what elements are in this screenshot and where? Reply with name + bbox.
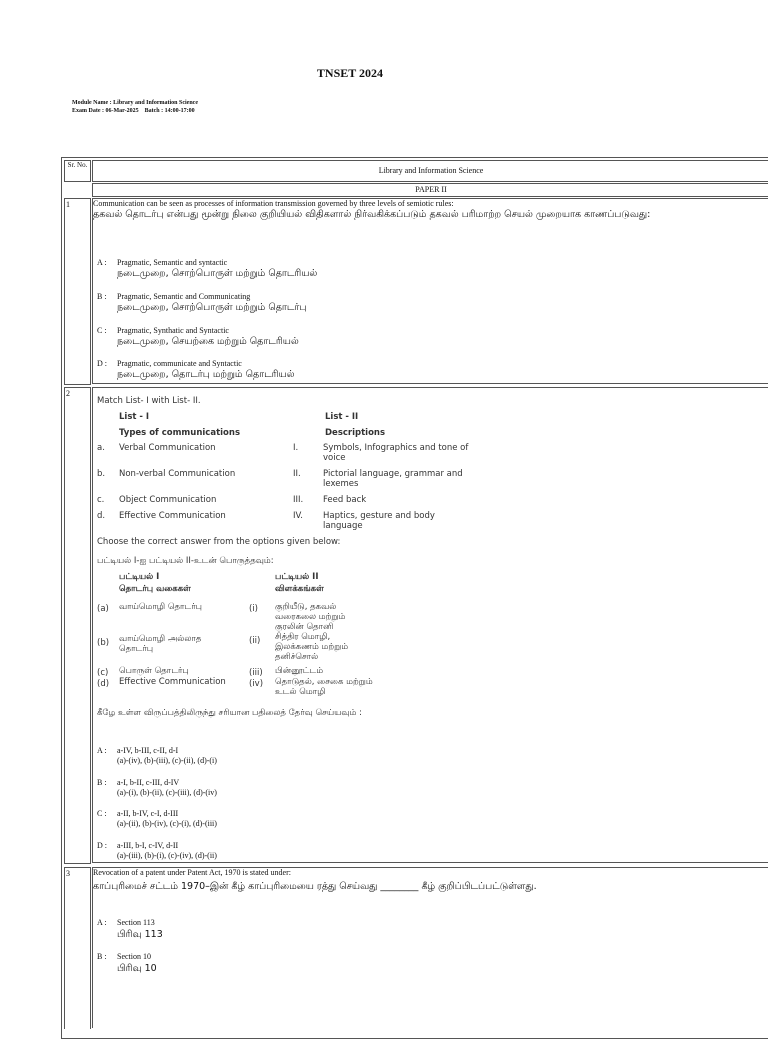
question-number-cell — [64, 867, 91, 1029]
option-text-en: a-II, b-IV, c-I, d-III — [117, 809, 179, 818]
subject-header: Library and Information Science — [92, 160, 768, 182]
option-letter: B : — [97, 778, 107, 787]
question-number: 1 — [66, 200, 70, 209]
row-key-ta: (c) — [97, 668, 109, 678]
list2-heading: Descriptions — [325, 428, 386, 438]
row-key: a. — [97, 443, 105, 453]
question-text-ta: காப்புரிமைச் சட்டம் 1970–இன் கீழ் காப்புரிமையை ரத்து செய்வது ________ கீழ் குறிப்பிடப்பட்டுள்ளது. — [93, 881, 537, 892]
list1-item: Effective Communication — [119, 511, 226, 521]
list2-item-ta: பின்னூட்டம் — [275, 666, 324, 676]
choose-instruction: Choose the correct answer from the options given below: — [97, 537, 341, 547]
match-table-en — [93, 388, 768, 718]
list2-item-cont: voice — [323, 453, 346, 463]
option-text-ta: நடைமுறை, செயற்கை மற்றும் தொடரியல் — [117, 336, 299, 347]
list2-heading-ta: விளக்கங்கள் — [275, 584, 324, 594]
list1-title: List - I — [119, 412, 150, 422]
option-text-en: Section 10 — [117, 952, 151, 961]
row-key-ta: (a) — [97, 604, 109, 614]
option-text-en: Pragmatic, Synthatic and Syntactic — [117, 326, 229, 335]
question-2 — [92, 387, 768, 863]
list2-item-ta-cont: வரைகலை மற்றும் — [275, 612, 346, 622]
row-key: d. — [97, 511, 106, 521]
option-letter: D : — [97, 841, 107, 850]
list1-item-ta: Effective Communication — [119, 677, 226, 687]
option-b[interactable] — [97, 946, 151, 964]
list2-title: List - II — [325, 412, 359, 422]
paper-label: PAPER II — [92, 183, 768, 197]
row-key: b. — [97, 469, 106, 479]
option-text-en: a-IV, b-III, c-II, d-I — [117, 746, 179, 755]
option-text-ta: (a)-(iii), (b)-(i), (c)-(iv), (d)-(ii) — [117, 851, 217, 860]
list2-item: Haptics, gesture and body — [323, 511, 435, 521]
option-text-en: a-I, b-II, c-III, d-IV — [117, 778, 180, 787]
option-text-ta: நடைமுறை, சொற்பொருள் மற்றும் தொடரியல் — [117, 268, 318, 279]
row-numeral: IV. — [293, 511, 303, 521]
option-letter: D : — [97, 359, 107, 368]
row-numeral: III. — [293, 495, 304, 505]
question-text-en: Revocation of a patent under Patent Act, 1970 is stated under: — [93, 868, 291, 877]
choose-instruction-ta: கீழே உள்ள விருப்பத்திலிருந்து சரியான பதிலைத் தேர்வு செய்யவும் : — [97, 708, 362, 718]
option-letter: B : — [97, 292, 107, 301]
list1-item-ta: பொருள் தொடர்பு — [119, 666, 189, 676]
question-3 — [92, 867, 768, 1028]
row-numeral-ta: (iii) — [249, 668, 263, 678]
option-text-ta: (a)-(i), (b)-(ii), (c)-(iii), (d)-(iv) — [117, 788, 217, 797]
row-numeral-ta: (iv) — [249, 679, 264, 689]
option-text-ta: நடைமுறை, சொற்பொருள் மற்றும் தொடர்பு — [117, 302, 307, 313]
option-letter: C : — [97, 326, 107, 335]
row-numeral: I. — [293, 443, 299, 453]
list2-item-cont: lexemes — [323, 479, 359, 489]
list2-item: Pictorial language, grammar and — [323, 469, 463, 479]
question-text-ta: தகவல் தொடர்பு என்பது மூன்று நிலை குறியியல் விதிகளால் நிர்வகிக்கப்படும் தகவல் பரிமாற்ற செயல் முறையாக காணப்படுவது: — [93, 209, 651, 220]
list2-item-cont: language — [323, 521, 363, 531]
list2-item: Symbols, Infographics and tone of — [323, 443, 469, 453]
match-intro: Match List- I with List- II. — [97, 396, 201, 406]
question-text-en: Communication can be seen as processes of information transmission governed by three levels of semiotic rules: — [93, 199, 454, 208]
option-letter: C : — [97, 809, 107, 818]
list2-item-ta-cont: தனிச்சொல் — [275, 652, 319, 662]
list1-heading-ta: தொடர்பு வகைகள் — [119, 584, 191, 594]
row-numeral-ta: (ii) — [249, 636, 261, 646]
list2-item-ta-cont: இலக்கணம் மற்றும் — [275, 642, 349, 652]
list2-item-ta: தொடுதல், சைகை மற்றும் — [275, 677, 373, 687]
option-text-en: a-III, b-I, c-IV, d-II — [117, 841, 179, 850]
sr-no-header: Sr. No. — [64, 160, 91, 182]
option-text-ta: பிரிவு 10 — [117, 963, 157, 974]
exam-meta — [72, 99, 198, 115]
option-text-ta: (a)-(iv), (b)-(iii), (c)-(ii), (d)-(i) — [117, 756, 217, 765]
option-a[interactable] — [97, 912, 155, 930]
row-numeral-ta: (i) — [249, 604, 258, 614]
list2-item-ta: சித்திர மொழி, — [275, 632, 331, 642]
row-numeral: II. — [293, 469, 301, 479]
option-text-ta: பிரிவு 113 — [117, 929, 163, 940]
row-key-ta: (d) — [97, 679, 110, 689]
row-key: c. — [97, 495, 105, 505]
list1-item-ta-cont: தொடர்பு — [119, 644, 154, 654]
page-title: TNSET 2024 — [316, 66, 384, 80]
list1-item: Object Communication — [119, 495, 217, 505]
option-text-ta: (a)-(ii), (b)-(iv), (c)-(i), (d)-(iii) — [117, 819, 217, 828]
list1-item: Verbal Communication — [119, 443, 216, 453]
row-key-ta: (b) — [97, 638, 110, 648]
option-letter: A : — [97, 918, 107, 927]
list2-item-ta-cont: குரலின் தொனி — [275, 622, 334, 632]
option-letter: A : — [97, 746, 107, 755]
option-text-en: Pragmatic, communicate and Syntactic — [117, 359, 242, 368]
list2-title-ta: பட்டியல் II — [275, 572, 319, 582]
list1-heading: Types of communications — [119, 428, 241, 438]
question-number-cell — [64, 387, 91, 864]
list2-item-ta: குறியீடு, தகவல் — [275, 602, 337, 612]
module-name: Module Name : Library and Information Science — [72, 100, 198, 106]
question-number: 2 — [66, 389, 70, 398]
option-letter: B : — [97, 952, 107, 961]
list2-item-ta-cont: உடல் மொழி — [275, 687, 326, 697]
list1-item-ta: வாய்மொழி அல்லாத — [119, 634, 202, 644]
question-1 — [92, 198, 768, 384]
option-text-ta: நடைமுறை, தொடர்பு மற்றும் தொடரியல் — [117, 369, 295, 380]
option-text-en: Pragmatic, Semantic and syntactic — [117, 258, 228, 267]
list1-item: Non-verbal Communication — [119, 469, 236, 479]
match-intro-ta: பட்டியல் I-ஐ பட்டியல் II-உடன் பொருத்தவும்: — [97, 556, 274, 566]
question-number: 3 — [66, 869, 70, 878]
exam-date: Exam Date : 06-Mar-2025 Batch : 14:00-17:00 — [72, 108, 195, 114]
option-letter: A : — [97, 258, 107, 267]
question-number-cell — [64, 198, 91, 385]
option-text-en: Pragmatic, Semantic and Communicating — [117, 292, 251, 301]
list1-item-ta: வாய்மொழி தொடர்பு — [119, 602, 202, 612]
list2-item: Feed back — [323, 495, 367, 505]
option-text-en: Section 113 — [117, 918, 155, 927]
list1-title-ta: பட்டியல் I — [119, 572, 160, 582]
